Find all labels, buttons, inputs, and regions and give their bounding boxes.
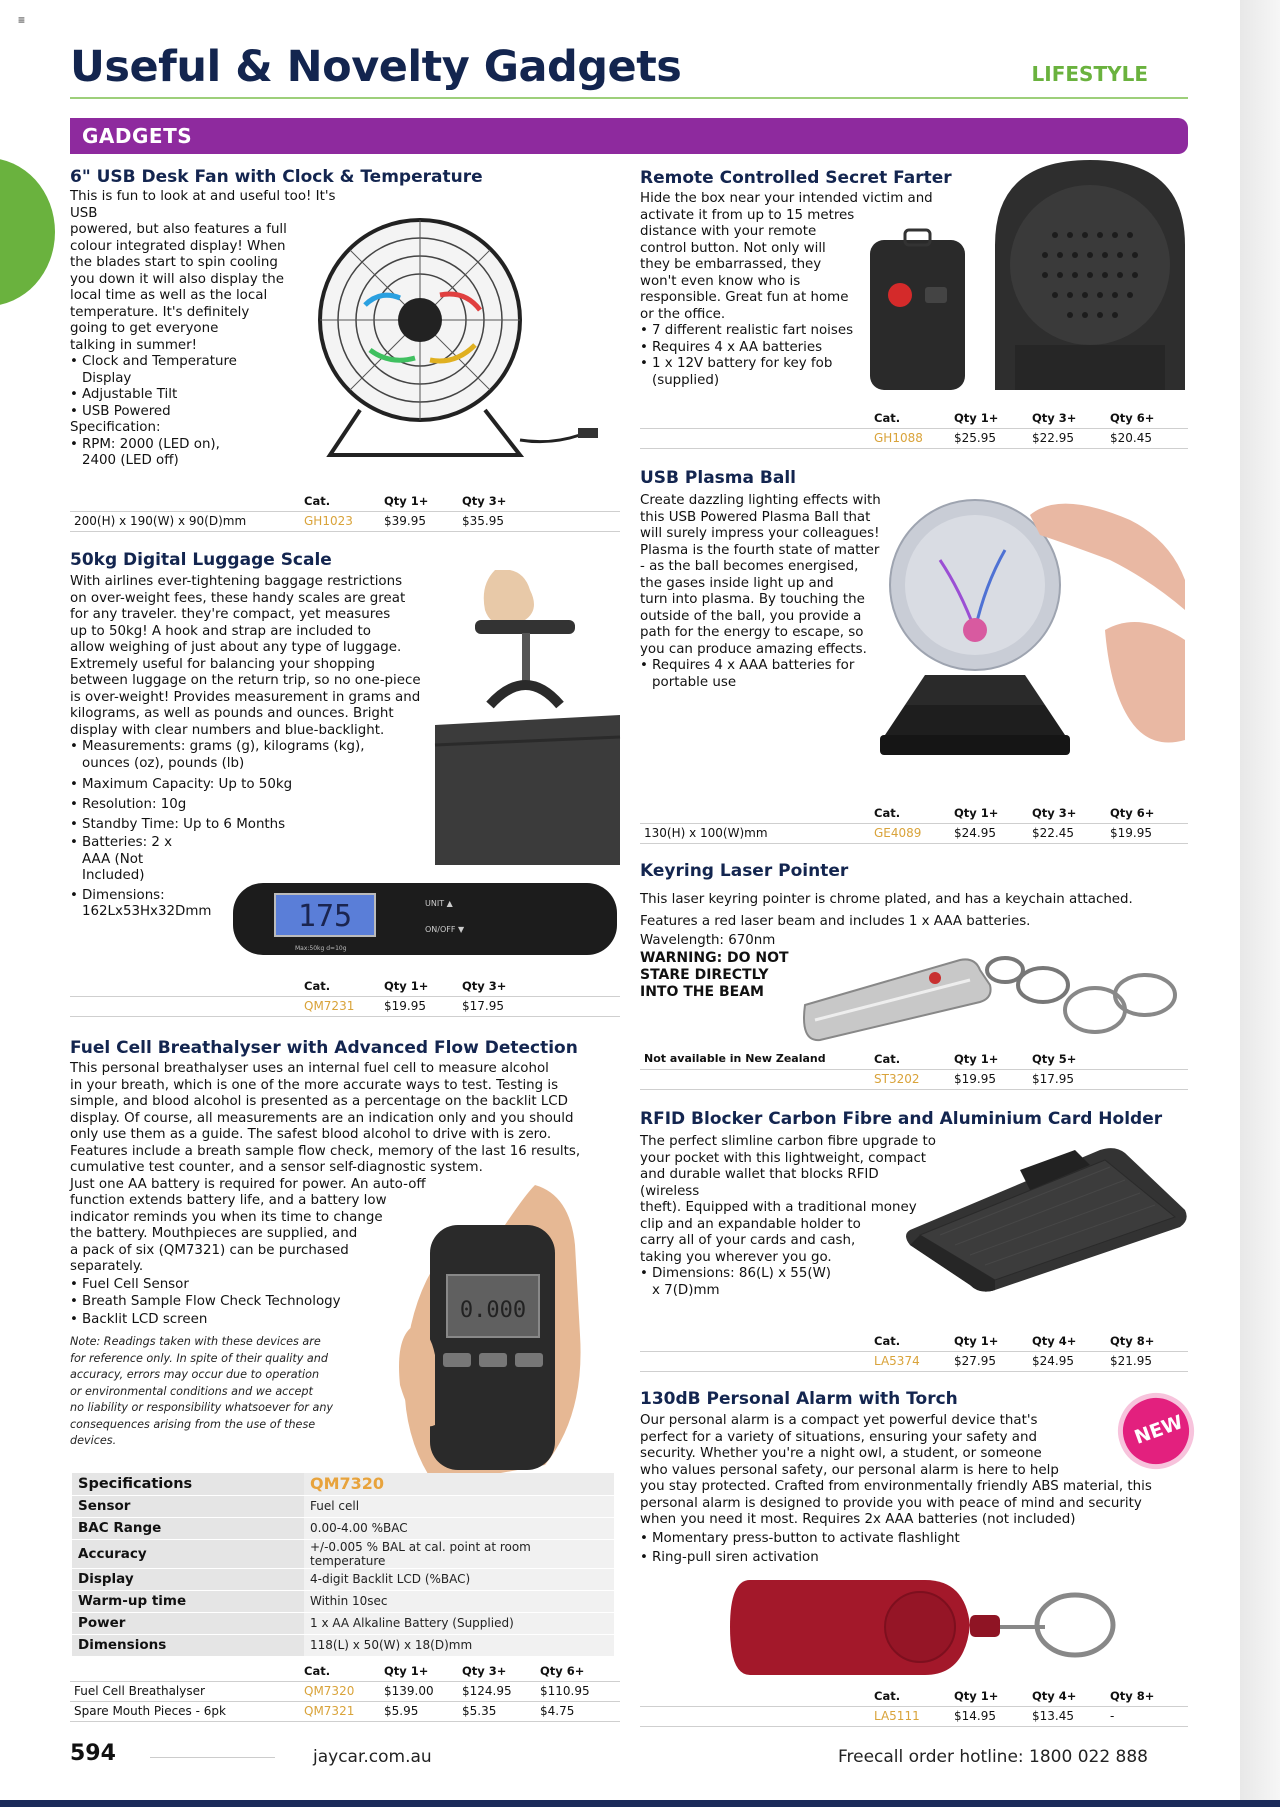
price: $35.95 <box>458 511 620 531</box>
scale-feature: • Resolution: 10g <box>70 795 400 815</box>
breath-feature: • Fuel Cell Sensor <box>70 1276 390 1294</box>
alarm-feature: • Ring-pull siren activation <box>640 1548 1000 1567</box>
alarm-description <box>640 1413 1180 1567</box>
col-qty: Qty 8+ <box>1110 1688 1155 1703</box>
breath-desc-line: function extends battery life, and a battery low <box>70 1193 387 1208</box>
row-desc: 200(H) x 190(W) x 90(D)mm <box>70 511 300 531</box>
alarm-desc-line: security. Whether you're a night owl, a student, or someone <box>640 1446 1042 1461</box>
spec-value: Within 10sec <box>304 1590 614 1612</box>
category-label: GADGETS <box>82 124 193 148</box>
section-tag: LIFESTYLE <box>1031 62 1148 86</box>
fan-price-table <box>70 491 620 532</box>
fan-features <box>70 354 270 420</box>
col-cat: Cat. <box>874 805 901 820</box>
plasma-desc-line: turn into plasma. By touching the <box>640 592 865 607</box>
scale-device-image <box>230 880 620 958</box>
col-qty: Qty 1+ <box>954 805 999 820</box>
farter-desc-line: activate it from up to 15 metres <box>640 207 855 223</box>
breath-desc-line: the battery. Mouthpieces are supplied, and <box>70 1226 358 1241</box>
col-cat: Cat. <box>304 493 331 508</box>
page-edge-shadow <box>1240 0 1280 1807</box>
table-row <box>640 1069 1188 1089</box>
cat-number-link[interactable]: GE4089 <box>870 823 950 843</box>
fan-desc-line: talking in summer! <box>70 337 198 353</box>
plasma-features <box>640 658 855 691</box>
price: - <box>1106 1706 1188 1726</box>
note-line: devices. <box>70 1434 117 1447</box>
section-tab-marker <box>0 158 55 306</box>
rfid-desc-line: carry all of your cards and cash, <box>640 1233 856 1248</box>
alarm-desc-line: you stay protected. Crafted from environmentally friendly ABS material, this <box>640 1479 1152 1494</box>
laser-desc-line: This laser keyring pointer is chrome plated, and has a keychain attached. <box>640 892 1133 907</box>
rfid-features <box>640 1266 840 1299</box>
scale-title: 50kg Digital Luggage Scale <box>70 550 332 570</box>
col-qty: Qty 3+ <box>1032 805 1077 820</box>
farter-desc-line: won't even know who is <box>640 273 801 289</box>
alarm-price-table <box>640 1686 1188 1727</box>
rfid-desc-line: and durable wallet that blocks RFID (wireless <box>640 1167 879 1199</box>
alarm-desc-line: when you need it most. Requires 2x AAA batteries (not included) <box>640 1512 1076 1527</box>
price: $13.45 <box>1028 1706 1106 1726</box>
spec-row <box>72 1517 614 1539</box>
row-desc: Fuel Cell Breathalyser <box>70 1681 300 1701</box>
breath-desc-line: a pack of six (QM7321) can be purchased <box>70 1242 349 1258</box>
plasma-price-table <box>640 803 1188 844</box>
scale-desc-line: allow weighing of just about any type of luggage. <box>70 640 402 655</box>
col-qty: Qty 6+ <box>540 1663 585 1678</box>
breathalyser-lcd-readout: 0.000 <box>459 1298 527 1323</box>
table-row <box>640 1706 1188 1726</box>
price: $24.95 <box>950 823 1028 843</box>
breath-desc-line: Features include a breath sample flow check, memory of the last 16 results, <box>70 1143 581 1159</box>
breath-feature: • Breath Sample Flow Check Technology <box>70 1293 390 1311</box>
price: $17.95 <box>1028 1069 1188 1089</box>
col-qty: Qty 6+ <box>1110 805 1155 820</box>
price: $139.00 <box>380 1681 458 1701</box>
price: $21.95 <box>1106 1351 1188 1371</box>
col-qty: Qty 1+ <box>954 1333 999 1348</box>
col-qty: Qty 1+ <box>384 493 429 508</box>
price: $25.95 <box>950 428 1028 448</box>
new-badge-label: NEW <box>1131 1411 1186 1449</box>
cat-number-link[interactable]: QM7321 <box>300 1701 380 1721</box>
farter-desc-line: responsible. Great fun at home <box>640 290 849 305</box>
scale-strap-image <box>430 565 625 870</box>
fan-title: 6" USB Desk Fan with Clock & Temperature <box>70 167 483 187</box>
price: $5.35 <box>458 1701 536 1721</box>
scale-price-table <box>70 976 620 1017</box>
farter-feature: • Requires 4 x AA batteries <box>640 340 885 357</box>
alarm-desc-line: Our personal alarm is a compact yet powerful device that's <box>640 1413 1038 1428</box>
laser-image <box>795 930 1190 1045</box>
scale-desc-line: for any traveler. they're compact, yet measures <box>70 607 391 622</box>
farter-feature: • 1 x 12V battery for key fob (supplied) <box>640 356 885 389</box>
farter-price-table <box>640 408 1188 449</box>
scale-desc-line: is over-weight! Provides measurement in grams and <box>70 689 421 705</box>
fan-desc-line: powered, but also features a full <box>70 222 287 237</box>
price: $124.95 <box>458 1681 536 1701</box>
row-desc: 130(H) x 100(W)mm <box>640 823 870 843</box>
price: $22.95 <box>1028 428 1106 448</box>
scale-display-value: 175 <box>297 899 353 934</box>
spec-value: 4-digit Backlit LCD (%BAC) <box>304 1568 614 1590</box>
spec-value: Fuel cell <box>304 1495 614 1517</box>
col-cat: Cat. <box>304 978 331 993</box>
bottom-bar <box>0 1800 1280 1807</box>
alarm-title: 130dB Personal Alarm with Torch <box>640 1389 958 1409</box>
laser-title: Keyring Laser Pointer <box>640 861 849 881</box>
rfid-description <box>640 1134 940 1299</box>
scale-feature: • Maximum Capacity: Up to 50kg <box>70 775 400 795</box>
breath-desc-line: simple, and blood alcohol is presented as a percentage on the backlit LCD <box>70 1094 568 1109</box>
scale-description <box>70 574 450 921</box>
col-qty: Qty 5+ <box>1032 1051 1077 1066</box>
fan-spec: • RPM: 2000 (LED on), 2400 (LED off) <box>70 437 250 470</box>
farter-desc-line: they be embarrassed, they <box>640 257 822 272</box>
fan-feature: • Adjustable Tilt <box>70 387 270 404</box>
col-qty: Qty 1+ <box>384 978 429 993</box>
plasma-desc-line: outside of the ball, you provide a <box>640 608 862 624</box>
fan-desc-line: the blades start to spin cooling <box>70 255 278 270</box>
alarm-desc-line: who values personal safety, our personal alarm is here to help <box>640 1462 1059 1478</box>
col-qty: Qty 1+ <box>954 1051 999 1066</box>
spec-key: BAC Range <box>72 1517 304 1539</box>
price: $39.95 <box>380 511 458 531</box>
warning-line: WARNING: DO NOT <box>640 950 789 966</box>
breath-desc-line: in your breath, which is one of the more accurate ways to test. Testing is <box>70 1077 559 1093</box>
col-cat: Cat. <box>874 1688 901 1703</box>
col-cat: Cat. <box>874 1333 901 1348</box>
fan-spec-label: Specification: <box>70 420 161 435</box>
table-row <box>70 511 620 531</box>
footer-divider <box>150 1757 275 1758</box>
cat-number-link[interactable]: LA5111 <box>870 1706 950 1726</box>
breathalyser-disclaimer <box>70 1334 380 1450</box>
scale-max-label: Max:50kg d=10g <box>295 945 347 952</box>
price: $19.95 <box>1106 823 1188 843</box>
farter-image <box>865 155 1195 400</box>
spec-key: Sensor <box>72 1495 304 1517</box>
cat-number-link[interactable]: GH1023 <box>300 511 380 531</box>
spec-row <box>72 1495 614 1517</box>
rfid-desc-line: theft). Equipped with a traditional money <box>640 1200 917 1215</box>
breath-desc-line: cumulative test counter, and a sensor self-diagnostic system. <box>70 1160 483 1175</box>
fan-feature: • Clock and Temperature Display <box>70 354 270 387</box>
col-qty: Qty 1+ <box>384 1663 429 1678</box>
fan-feature: • USB Powered <box>70 404 270 421</box>
scale-unit-button-label: UNIT ▲ <box>425 899 453 908</box>
table-row <box>70 996 620 1016</box>
spec-key: Power <box>72 1612 304 1634</box>
spec-header-row <box>72 1473 614 1495</box>
alarm-features <box>640 1529 1000 1567</box>
spec-value: +/-0.005 % BAL at cal. point at room temperature <box>304 1539 614 1568</box>
table-row <box>640 428 1188 448</box>
price: $22.45 <box>1028 823 1106 843</box>
spec-value: 1 x AA Alkaline Battery (Supplied) <box>304 1612 614 1634</box>
plasma-title: USB Plasma Ball <box>640 468 796 488</box>
col-qty: Qty 8+ <box>1110 1333 1155 1348</box>
scale-desc-line: on over-weight fees, these handy scales are great <box>70 590 406 606</box>
breathalyser-image <box>395 1185 625 1490</box>
laser-warning <box>640 950 789 1001</box>
fan-desc-line: colour integrated display! When <box>70 238 286 254</box>
farter-title: Remote Controlled Secret Farter <box>640 168 952 188</box>
spec-value: 118(L) x 50(W) x 18(D)mm <box>304 1634 614 1656</box>
row-desc: Spare Mouth Pieces - 6pk <box>70 1701 300 1721</box>
farter-desc-line: Hide the box near your intended victim and <box>640 191 933 206</box>
breath-desc-line: only use them as a guide. The safest blood alcohol to drive with is zero. <box>70 1127 552 1142</box>
breath-feature: • Backlit LCD screen <box>70 1311 390 1329</box>
spec-row <box>72 1590 614 1612</box>
col-cat: Cat. <box>874 1051 901 1066</box>
scale-desc-line: up to 50kg! A hook and strap are included to <box>70 623 371 639</box>
fan-desc-line: temperature. It's definitely <box>70 304 250 320</box>
table-row <box>70 1701 620 1721</box>
breathalyser-spec-table <box>72 1473 614 1657</box>
laser-availability-note: Not available in New Zealand <box>644 1052 826 1066</box>
spec-row <box>72 1634 614 1656</box>
col-qty: Qty 3+ <box>462 493 507 508</box>
laser-desc-line: Wavelength: 670nm <box>640 933 776 948</box>
scale-feature: • Dimensions: 162Lx53Hx32Dmm <box>70 888 220 921</box>
page-number: 594 <box>70 1741 116 1766</box>
price: $4.75 <box>536 1701 620 1721</box>
spec-row <box>72 1568 614 1590</box>
breath-desc-line: display. Of course, all measurements are an indication only and you should <box>70 1110 574 1126</box>
col-qty: Qty 6+ <box>1110 410 1155 425</box>
scale-desc-line: With airlines ever-tightening baggage restrictions <box>70 574 403 589</box>
spec-row <box>72 1612 614 1634</box>
warning-line: INTO THE BEAM <box>640 984 764 1000</box>
plasma-desc-line: Create dazzling lighting effects with <box>640 493 881 508</box>
rfid-image <box>900 1135 1190 1295</box>
price: $24.95 <box>1028 1351 1106 1371</box>
scale-desc-line: display with clear numbers and blue-backlight. <box>70 722 385 738</box>
table-row <box>640 1351 1188 1371</box>
alarm-desc-line: perfect for a variety of situations, ensuring your safety and <box>640 1429 1037 1445</box>
alarm-image <box>725 1575 1175 1680</box>
hotline-text: Freecall order hotline: 1800 022 888 <box>837 1747 1148 1767</box>
price: $19.95 <box>380 996 458 1016</box>
price: $110.95 <box>536 1681 620 1701</box>
alarm-feature: • Momentary press-button to activate flashlight <box>640 1529 1000 1548</box>
spec-key: Accuracy <box>72 1539 304 1568</box>
scale-desc-line: Extremely useful for balancing your shopping <box>70 656 375 672</box>
spec-key: Warm-up time <box>72 1590 304 1612</box>
note-line: Note: Readings taken with these devices are <box>70 1335 321 1348</box>
plasma-desc-line: will surely impress your colleagues! <box>640 526 880 541</box>
price: $17.95 <box>458 996 620 1016</box>
cat-number-link[interactable]: ST3202 <box>870 1069 950 1089</box>
plasma-feature: • Requires 4 x AAA batteries for portable use <box>640 658 855 691</box>
table-row <box>70 1681 620 1701</box>
note-line: or environmental conditions and we accept <box>70 1384 313 1398</box>
col-cat: Cat. <box>304 1663 331 1678</box>
note-line: no liability or responsibility whatsoever for any <box>70 1401 334 1414</box>
cat-number-link[interactable]: QM7320 <box>300 1681 380 1701</box>
farter-feature: • 7 different realistic fart noises <box>640 323 885 340</box>
spec-key: Dimensions <box>72 1634 304 1656</box>
farter-features <box>640 323 885 389</box>
plasma-desc-line: - as the ball becomes energised, <box>640 559 859 574</box>
breathalyser-title: Fuel Cell Breathalyser with Advanced Flow Detection <box>70 1038 578 1058</box>
title-divider <box>70 97 1188 99</box>
farter-desc-line: or the office. <box>640 306 726 322</box>
plasma-desc-line: this USB Powered Plasma Ball that <box>640 509 871 525</box>
table-row <box>640 823 1188 843</box>
rfid-desc-line: taking you wherever you go. <box>640 1249 832 1265</box>
fan-desc-line: going to get everyone <box>70 321 219 336</box>
scale-onoff-button-label: ON/OFF ▼ <box>425 925 465 934</box>
spec-header-label: Specifications <box>72 1473 304 1495</box>
plasma-desc-line: path for the energy to escape, so <box>640 625 864 640</box>
col-cat: Cat. <box>874 410 901 425</box>
rfid-title: RFID Blocker Carbon Fibre and Aluminium Card Holder <box>640 1109 1163 1129</box>
cat-number-link[interactable]: LA5374 <box>870 1351 950 1371</box>
col-qty: Qty 1+ <box>954 1688 999 1703</box>
cat-number-link[interactable]: GH1088 <box>870 428 950 448</box>
price: $20.45 <box>1106 428 1188 448</box>
breathalyser-price-table <box>70 1661 620 1722</box>
scale-desc-line: kilograms, as well as pounds and ounces. Bright <box>70 706 394 721</box>
rfid-feature: • Dimensions: 86(L) x 55(W) x 7(D)mm <box>640 1266 840 1299</box>
alarm-desc-line: personal alarm is designed to provide you with peace of mind and security <box>640 1495 1142 1511</box>
fan-specs <box>70 437 250 470</box>
plasma-desc-line: Plasma is the fourth state of matter <box>640 542 880 558</box>
laser-price-table <box>640 1049 1188 1090</box>
price: $14.95 <box>950 1706 1028 1726</box>
scale-feature: • Measurements: grams (g), kilograms (kg), ounces (oz), pounds (lb) <box>70 739 400 772</box>
col-qty: Qty 3+ <box>462 1663 507 1678</box>
fan-desc-line: local time as well as the local <box>70 288 268 303</box>
col-qty: Qty 1+ <box>954 410 999 425</box>
scale-feature: • Standby Time: Up to 6 Months <box>70 815 400 835</box>
price: $27.95 <box>950 1351 1028 1371</box>
col-qty: Qty 3+ <box>1032 410 1077 425</box>
col-qty: Qty 4+ <box>1032 1688 1077 1703</box>
breathalyser-features <box>70 1276 390 1329</box>
scale-feature: • Batteries: 2 x AAA (Not Included) <box>70 835 190 885</box>
spec-row <box>72 1539 614 1568</box>
plasma-desc-line: the gases inside light up and <box>640 575 834 591</box>
menu-icon[interactable]: ≡ <box>18 13 26 27</box>
col-qty: Qty 4+ <box>1032 1333 1077 1348</box>
plasma-image <box>870 490 1185 770</box>
rfid-desc-line: clip and an expandable holder to <box>640 1216 861 1232</box>
website-link[interactable]: jaycar.com.au <box>313 1747 432 1767</box>
note-line: consequences arising from the use of these <box>70 1417 316 1431</box>
breath-desc-line: separately. <box>70 1259 144 1274</box>
breath-desc-line: Just one AA battery is required for power. An auto-off <box>70 1176 426 1192</box>
note-line: accuracy, errors may occur due to operation <box>70 1368 320 1381</box>
spec-key: Display <box>72 1568 304 1590</box>
page-title: Useful & Novelty Gadgets <box>70 42 682 92</box>
farter-desc-line: control button. Not only will <box>640 240 826 256</box>
breath-desc-line: This personal breathalyser uses an internal fuel cell to measure alcohol <box>70 1061 549 1076</box>
fan-desc-line: This is fun to look at and useful too! It's USB <box>70 189 336 221</box>
plasma-desc-line: you can produce amazing effects. <box>640 641 867 657</box>
scale-desc-line: between luggage on the return trip, so no one-piece <box>70 673 421 688</box>
rfid-desc-line: The perfect slimline carbon fibre upgrade to <box>640 1134 936 1149</box>
category-bar <box>70 118 1188 154</box>
warning-line: STARE DIRECTLY <box>640 967 769 983</box>
price: $5.95 <box>380 1701 458 1721</box>
rfid-desc-line: your pocket with this lightweight, compact <box>640 1150 927 1166</box>
note-line: for reference only. In spite of their quality and <box>70 1351 328 1365</box>
farter-desc-line: distance with your remote <box>640 224 817 239</box>
col-qty: Qty 3+ <box>462 978 507 993</box>
price: $19.95 <box>950 1069 1028 1089</box>
fan-desc-line: you down it will also display the <box>70 271 284 287</box>
fan-image <box>290 210 620 470</box>
rfid-price-table <box>640 1331 1188 1372</box>
spec-value: 0.00-4.00 %BAC <box>304 1517 614 1539</box>
spec-header-cat: QM7320 <box>304 1473 614 1495</box>
breath-desc-line: indicator reminds you when its time to change <box>70 1209 383 1225</box>
cat-number-link[interactable]: QM7231 <box>300 996 380 1016</box>
laser-desc-line: Features a red laser beam and includes 1 x AAA batteries. <box>640 913 1031 929</box>
